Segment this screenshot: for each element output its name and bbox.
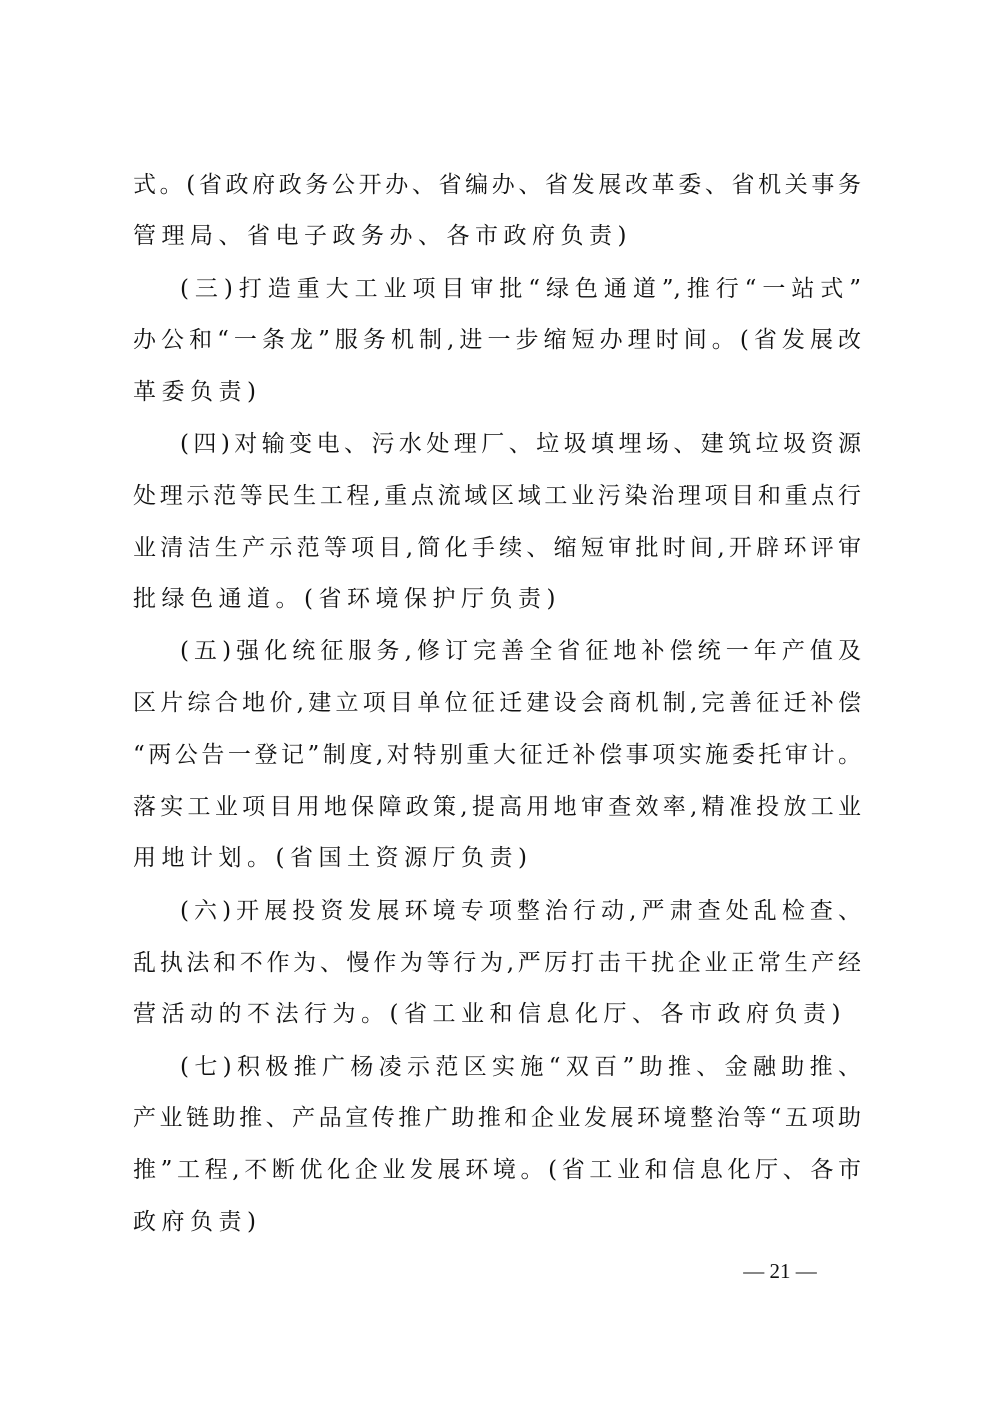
text-line: 处理示范等民生工程,重点流域区域工业污染治理项目和重点行 [133,483,861,509]
text-line: 政府负责) [133,1209,262,1235]
text-line: 营活动的不法行为。(省工业和信息化厅、各市政府负责) [133,1001,846,1027]
page-number: — 21 — [743,1259,817,1283]
text-line: 业清洁生产示范等项目,简化手续、缩短审批时间,开辟环评审 [133,535,861,561]
text-line: 落实工业项目用地保障政策,提高用地审查效率,精准投放工业 [133,794,861,820]
text-line: “两公告一登记”制度,对特别重大征迁补偿事项实施委托审计。 [133,742,861,768]
text-line: (六)开展投资发展环境专项整治行动,严肃查处乱检查、 [180,898,861,924]
text-line: (七)积极推广杨凌示范区实施“双百”助推、金融助推、 [180,1054,861,1080]
text-line: 办公和“一条龙”服务机制,进一步缩短办理时间。(省发展改 [133,327,861,353]
text-line: (五)强化统征服务,修订完善全省征地补偿统一年产值及 [180,638,861,664]
text-line: 式。(省政府政务公开办、省编办、省发展改革委、省机关事务 [133,172,861,198]
text-line: 革委负责) [133,379,262,405]
text-line: 批绿色通道。(省环境保护厅负责) [133,586,561,612]
text-line: 管理局、省电子政务办、各市政府负责) [133,223,632,249]
text-line: 乱执法和不作为、慢作为等行为,严厉打击干扰企业正常生产经 [133,950,861,976]
text-line: (三)打造重大工业项目审批“绿色通道”,推行“一站式” [180,276,861,302]
text-line: 区片综合地价,建立项目单位征迁建设会商机制,完善征迁补偿 [133,690,861,716]
text-line: 推”工程,不断优化企业发展环境。(省工业和信息化厅、各市 [133,1157,861,1183]
text-line: 用地计划。(省国土资源厅负责) [133,845,533,871]
text-line: 产业链助推、产品宣传推广助推和企业发展环境整治等“五项助 [133,1105,861,1131]
text-line: (四)对输变电、污水处理厂、垃圾填埋场、建筑垃圾资源 [180,431,861,457]
